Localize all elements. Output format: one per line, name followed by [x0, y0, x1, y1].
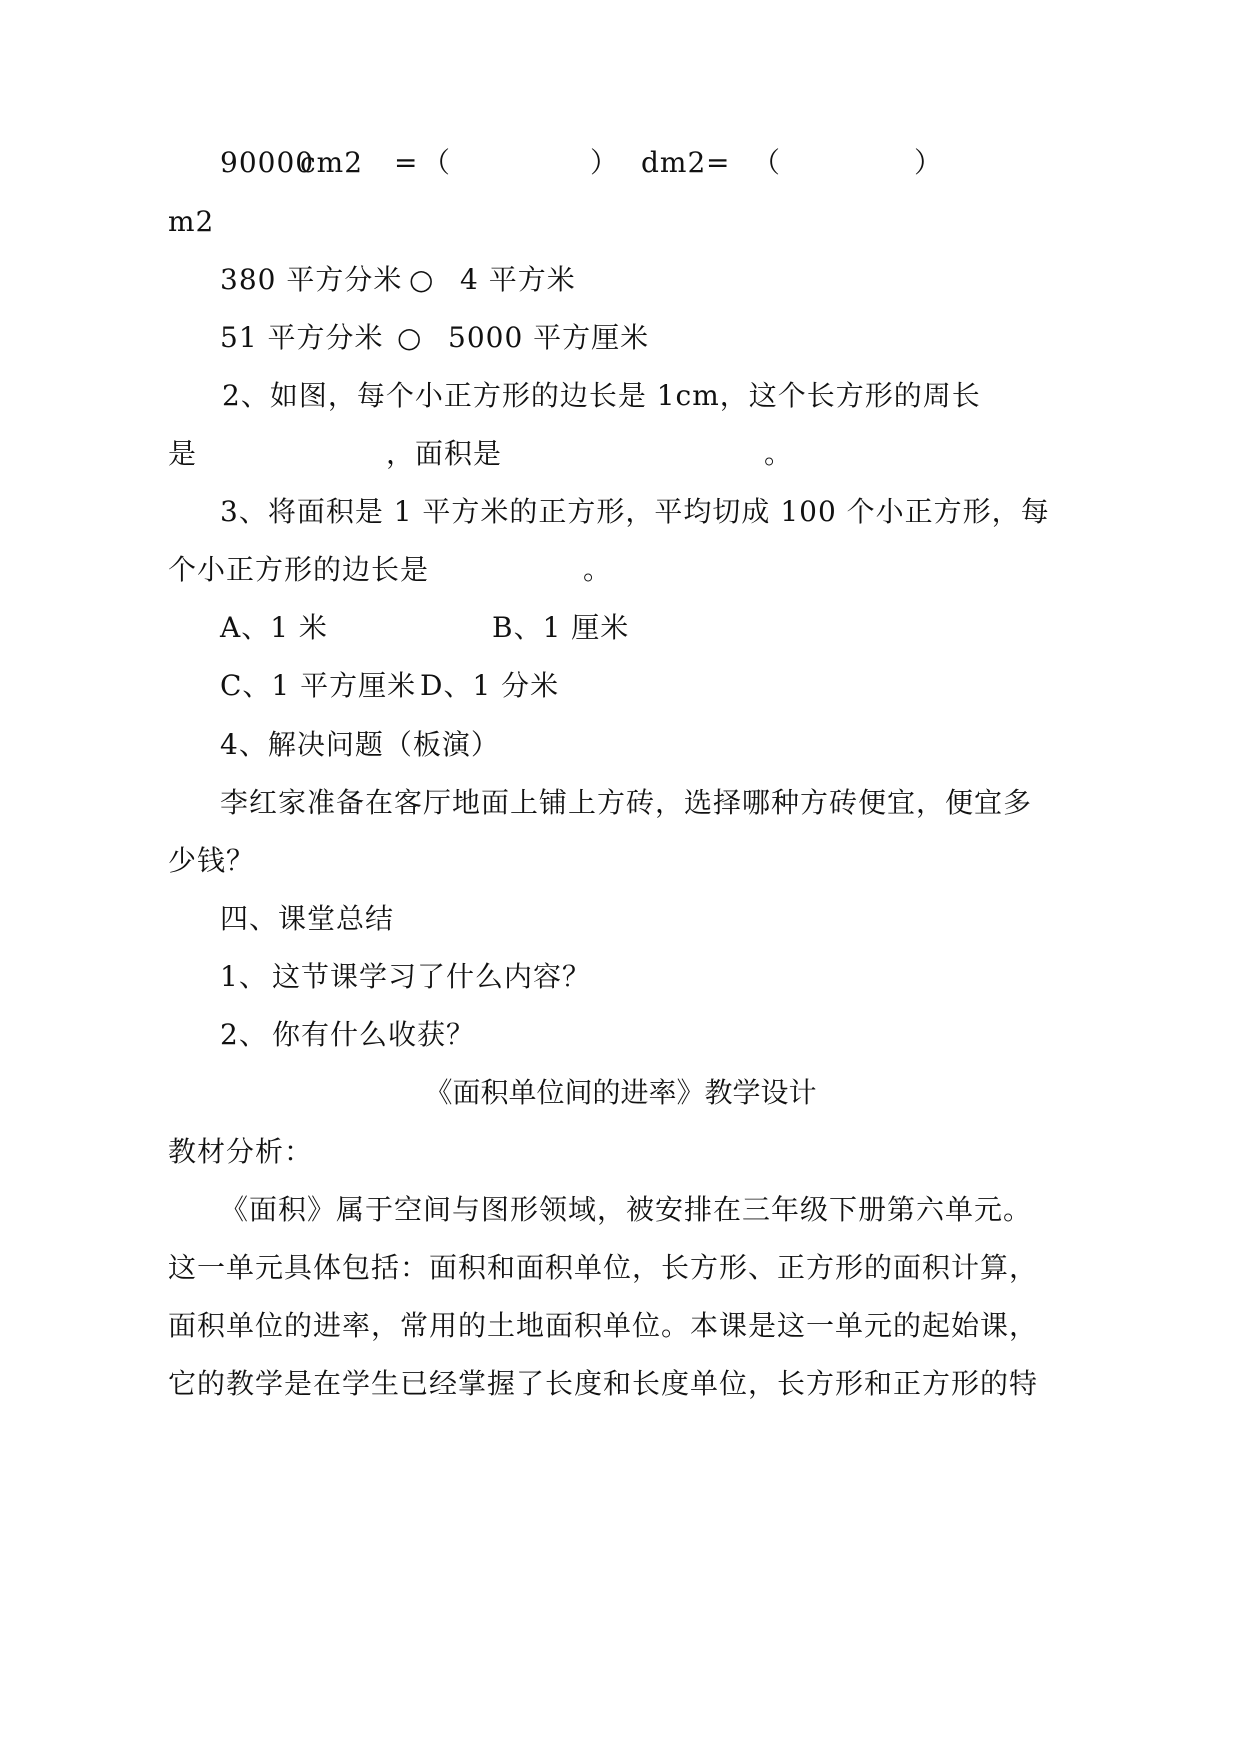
summary-item-1-text: 这节课学习了什么内容？ — [272, 960, 592, 993]
paren-open-1: （ — [422, 146, 452, 179]
summary-item-1-number: 1、 — [220, 960, 268, 993]
summary-item-2-text: 你有什么收获？ — [272, 1018, 476, 1051]
section-heading: 教材分析： — [168, 1135, 314, 1168]
q2-text-1: 2、如图，每个小正方形的边长是 1cm，这个长方形的周长 — [222, 379, 981, 412]
paragraph-text-4: 它的教学是在学生已经掌握了长度和长度单位，长方形和正方形的特 — [168, 1367, 1039, 1400]
compare-right-1: 4 平方米 — [460, 263, 576, 296]
conversion-unit-m2: m2 — [168, 205, 215, 238]
q4-text-1: 李红家准备在客厅地面上铺上方砖，选择哪种方砖便宜，便宜多 — [220, 786, 1033, 819]
summary-heading: 四、课堂总结 — [220, 902, 395, 935]
option-c: C、1 平方厘米 — [220, 669, 417, 702]
equals-sign-2: = — [706, 146, 731, 179]
paragraph-text-2: 这一单元具体包括：面积和面积单位，长方形、正方形的面积计算， — [168, 1251, 1039, 1284]
option-d: D、1 分米 — [420, 669, 560, 702]
option-a: A、1 米 — [220, 611, 328, 644]
paren-close-1: ） — [590, 146, 620, 179]
q3-text-1: 3、将面积是 1 平方米的正方形，平均切成 100 个小正方形，每 — [220, 495, 1050, 528]
q2-end: 。 — [764, 437, 794, 470]
compare-circle-2: ○ — [397, 321, 423, 354]
paren-close-2: ） — [914, 146, 944, 179]
compare-right-2: 5000 平方厘米 — [448, 321, 650, 354]
compare-left-1: 380 平方分米 — [220, 263, 403, 296]
summary-item-2-number: 2、 — [220, 1018, 268, 1051]
paren-open-2: （ — [752, 146, 782, 179]
paragraph-text-3: 面积单位的进率，常用的土地面积单位。本课是这一单元的起始课， — [168, 1309, 1039, 1342]
q2-mid: ，面积是 — [386, 437, 503, 470]
q4-text-2: 少钱？ — [168, 844, 256, 877]
design-title: 《面积单位间的进率》教学设计 — [424, 1076, 817, 1109]
q3-end: 。 — [583, 553, 613, 586]
option-b: B、1 厘米 — [492, 611, 630, 644]
conversion-unit-dm2: dm2 — [641, 146, 707, 179]
q3-text-2: 个小正方形的边长是 — [168, 553, 430, 586]
q4-heading: 4、解决问题（板演） — [220, 728, 500, 761]
paragraph-text-1: 《面积》属于空间与图形领域，被安排在三年级下册第六单元。 — [220, 1193, 1033, 1226]
q2-prefix: 是 — [168, 437, 198, 470]
compare-circle-1: ○ — [409, 263, 435, 296]
equals-sign-1: = — [394, 146, 419, 179]
compare-left-2: 51 平方分米 — [220, 321, 384, 354]
conversion-unit-cm2: cm2 — [300, 146, 364, 179]
conversion-value: 90000 — [220, 146, 315, 179]
